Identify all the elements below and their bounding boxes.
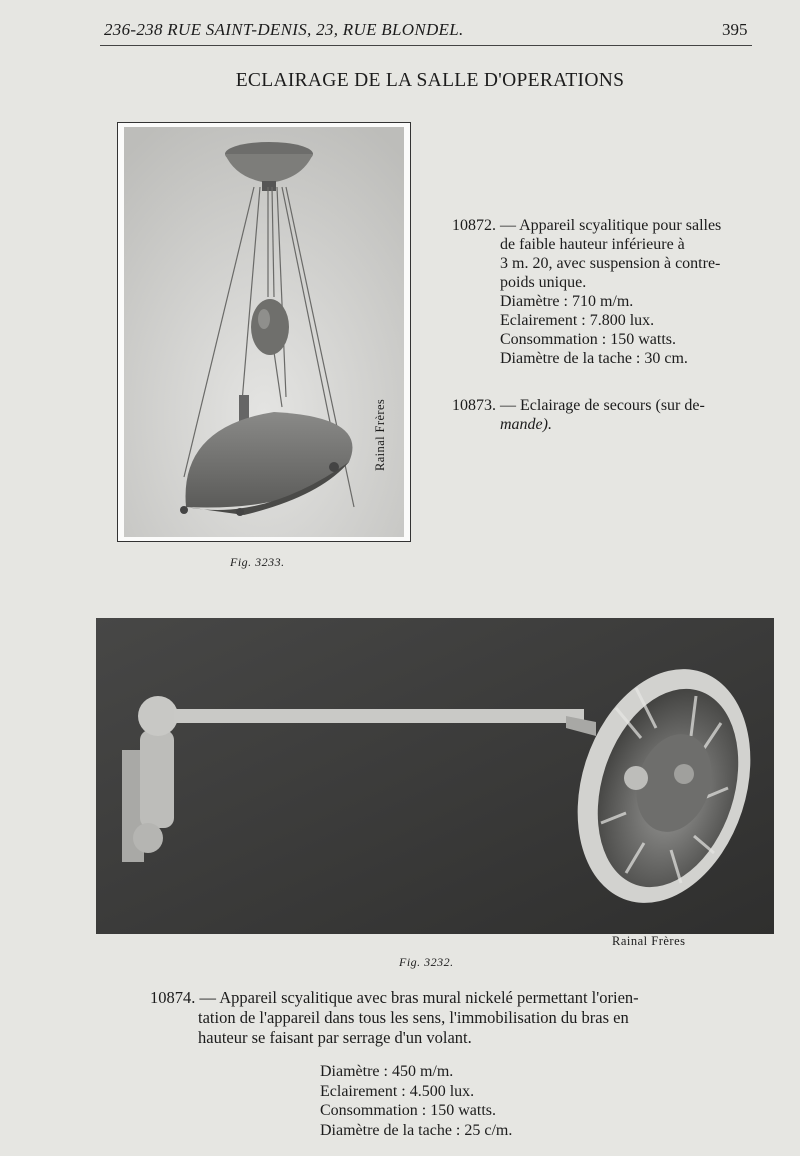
running-title: 236-238 RUE SAINT-DENIS, 23, RUE BLONDEL. [104,20,464,39]
page-number: 395 [722,20,748,39]
item-10872-line-4: poids unique. [500,274,587,291]
item-10873-line-1: 10873. — Eclairage de secours (sur de- [452,397,705,414]
item-10873-line-2: mande). [500,416,552,433]
item-10874-line-1: 10874. — Appareil scyalitique avec bras mural nickelé permettant l'orien- [150,988,639,1007]
item-10872-diameter: Diamètre : 710 m/m. [500,293,634,310]
wall-arm-lamp-illustration [96,618,774,934]
item-10872-spot-diameter: Diamètre de la tache : 30 cm. [500,350,688,367]
figure-3233-credit: Rainal Frères [373,398,387,471]
item-10874-diameter: Diamètre : 450 m/m. [320,1063,454,1080]
item-10874-consumption: Consommation : 150 watts. [320,1102,496,1119]
figure-3233-photo [118,123,410,541]
header-rule [100,45,752,46]
item-10872-line-3: 3 m. 20, avec suspension à contre- [500,255,721,272]
item-10874-line-2: tation de l'appareil dans tous les sens, l'immobilisation du bras en [198,1008,629,1027]
item-10872-line-1: 10872. — Appareil scyalitique pour salles [452,217,722,234]
item-10874-description [150,988,720,1048]
figure-3232-photo [96,618,774,934]
suspended-lamp-illustration [124,127,404,537]
item-10874-specs [320,1062,512,1140]
item-10872-consumption: Consommation : 150 watts. [500,331,676,348]
item-10872-illumination: Eclairement : 7.800 lux. [500,312,655,329]
item-10872-description [452,216,758,368]
page-title: ECLAIRAGE DE LA SALLE D'OPERATIONS [235,70,625,91]
item-10874-line-3: hauteur se faisant par serrage d'un volant. [198,1028,472,1047]
item-10874-spot-diameter: Diamètre de la tache : 25 c/m. [320,1121,513,1139]
figure-3233-caption: Fig. 3233. [230,555,285,569]
item-10873-description [452,396,758,434]
figure-3232-credit: Rainal Frères [612,934,686,948]
figure-3232-caption: Fig. 3232. [399,955,454,969]
item-10874-illumination: Eclairement : 4.500 lux. [320,1082,475,1100]
item-10872-line-2: de faible hauteur inférieure à [500,236,685,253]
